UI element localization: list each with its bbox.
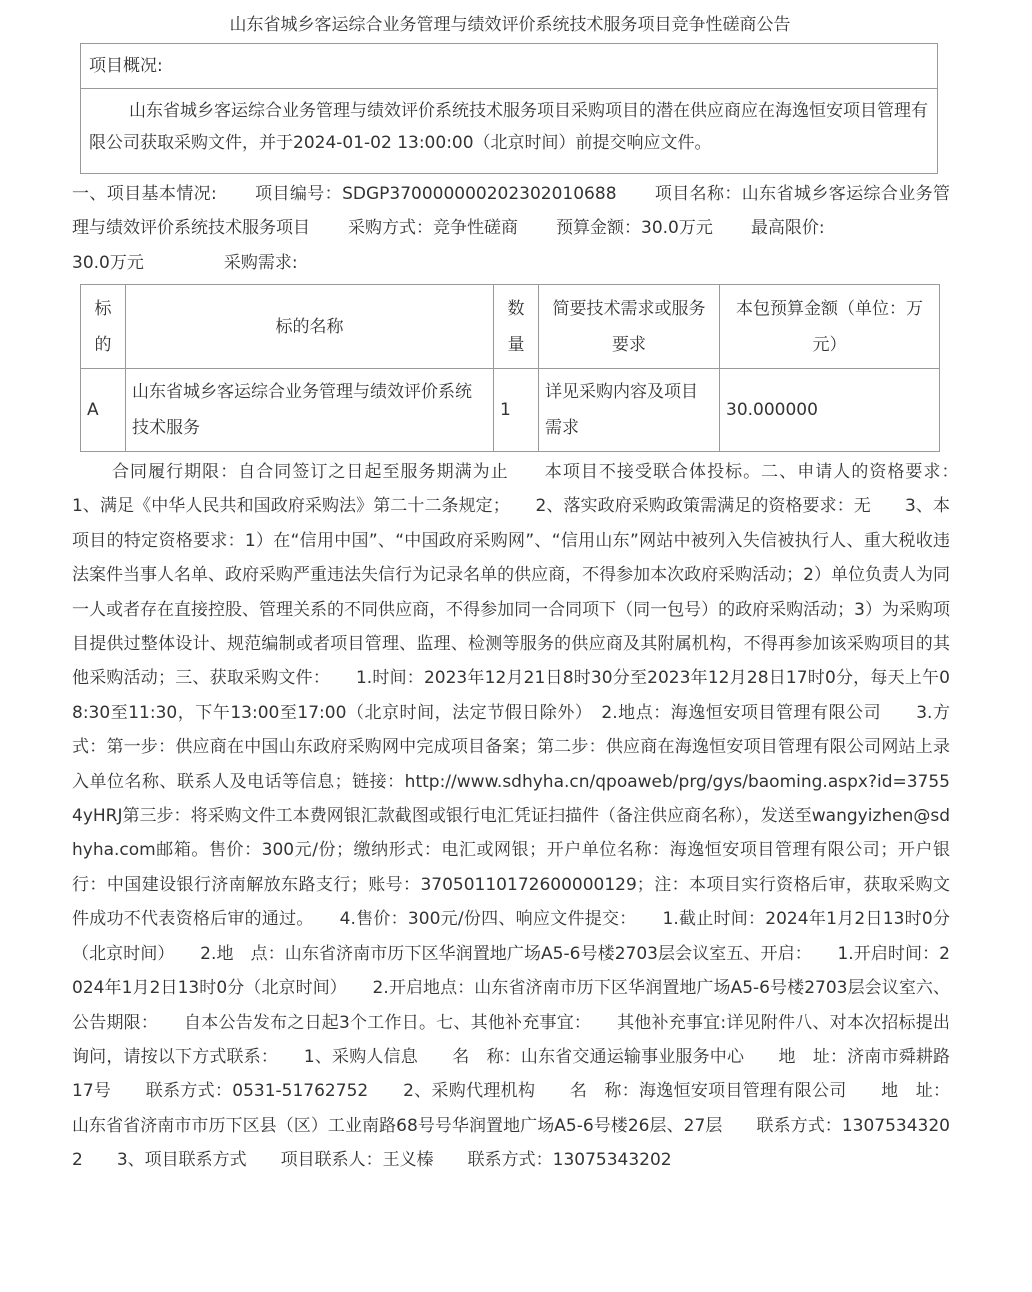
table-header-row [81, 285, 940, 369]
header-budget: 本包预算金额（单位：万元） [720, 285, 940, 369]
cell-lot: A [81, 369, 126, 452]
header-quantity: 数量 [494, 285, 539, 369]
budget-amount: 预算金额：30.0万元 [556, 218, 713, 239]
max-price-label: 最高限价: [750, 218, 825, 239]
announcement-body: 合同履行期限：自合同签订之日起至服务期满为止 本项目不接受联合体投标。二、申请人的资格要求： 1、满足《中华人民共和国政府采购法》第二十二条规定； 2、落实政府采购政策需满足的资格要求：无 3、本项目的特定资格要求：1）在“信用中国”、“中国政府采购网”、“信用山东”网站中被列入失信被执行人、重大税收违法案件当事人名单、政府采购严重违法失信行为记录名单的供应商，不得参加本次政府采购活动；2）单位负责人为同一人或者存在直接控股、管理关系的不同供应商，不得参加同一合同项下（同一包号）的政府采购活动；3）为采购项目提供过整体设计、规范编制或者项目管理、监理、检测等服务的供应商及其附属机构，不得再参加该采购项目的其他采购活动；三、获取采购文件： 1.时间：2023年12月21日8时30分至2023年12月28日17时0分，每天上午08:30至11:30，下午13:00至17:00（北京时间，法定节假日除外） 2.地点：海逸恒安项目管理有限公司 3.方式：第一步：供应商在中国山东政府采购网中完成项目备案；第二步：供应商在海逸恒安项目管理有限公司网站上录入单位名称、联系人及电话等信息；链接：http://www.sdhyha.cn/qpoaweb/prg/gys/baoming.aspx?id=37554yHRJ第三步：将采购文件工本费网银汇款截图或银行电汇凭证扫描件（备注供应商名称），发送至wangyizhen@sdhyha.com邮箱。售价：300元/份；缴纳形式：电汇或网银；开户单位名称：海逸恒安项目管理有限公司；开户银行：中国建设银行济南解放东路支行；账号：37050110172600000129；注：本项目实行资格后审，获取采购文件成功不代表资格后审的通过。 4.售价：300元/份四、响应文件提交： 1.截止时间：2024年1月2日13时0分（北京时间） 2.地 点：山东省济南市历下区华润置地广场A5-6号楼2703层会议室五、开启： 1.开启时间：2024年1月2日13时0分（北京时间） 2.开启地点：山东省济南市历下区华润置地广场A5-6号楼2703层会议室六、公告期限： 自本公告发布之日起3个工作日。七、其他补充事宜： 其他补充事宜:详见附件八、对本次招标提出询问，请按以下方式联系： 1、采购人信息 名 称：山东省交通运输事业服务中心 地 址：济南市舜耕路17号 联系方式：0531-51762752 2、采购代理机构 名 称：海逸恒安项目管理有限公司 地 址：山东省省济南市市历下区县（区）工业南路68号号华润置地广场A5-6号楼26层、27层 联系方式：13075343202 3、项目联系方式 项目联系人：王义榛 联系方式：13075343202 [72, 462, 984, 1171]
section-basic: 一、项目基本情况: [72, 184, 217, 204]
requirements-table [80, 284, 940, 452]
header-item-name: 标的名称 [126, 285, 494, 369]
max-price-value: 30.0万元 [72, 252, 144, 273]
cell-quantity: 1 [494, 369, 539, 452]
header-requirements: 简要技术需求或服务要求 [539, 285, 720, 369]
cell-requirements: 详见采购内容及项目需求 [539, 369, 720, 452]
cell-item-name: 山东省城乡客运综合业务管理与绩效评价系统技术服务 [126, 369, 494, 452]
header-lot: 标的 [81, 285, 126, 369]
cell-budget: 30.000000 [720, 369, 940, 452]
project-name: 项目名称：山东省城乡客运综合业务管理与绩效评价系统技术服务项目 [72, 184, 950, 239]
overview-body: 山东省城乡客运综合业务管理与绩效评价系统技术服务项目采购项目的潜在供应商应在海逸恒安项目管理有限公司获取采购文件，并于2024-01-02 13:00:00（北京时间）前提交响应文件。 [89, 101, 928, 153]
overview-heading: 项目概况: [81, 44, 937, 89]
page-title: 山东省城乡客运综合业务管理与绩效评价系统技术服务项目竞争性磋商公告 [229, 15, 791, 35]
project-number: 项目编号：SDGP370000000202302010688 [254, 184, 617, 204]
table-row [81, 369, 940, 452]
demand-label: 采购需求: [223, 252, 298, 273]
basic-info [72, 177, 950, 280]
procurement-method: 采购方式：竞争性磋商 [348, 218, 518, 239]
overview-box [80, 43, 938, 174]
